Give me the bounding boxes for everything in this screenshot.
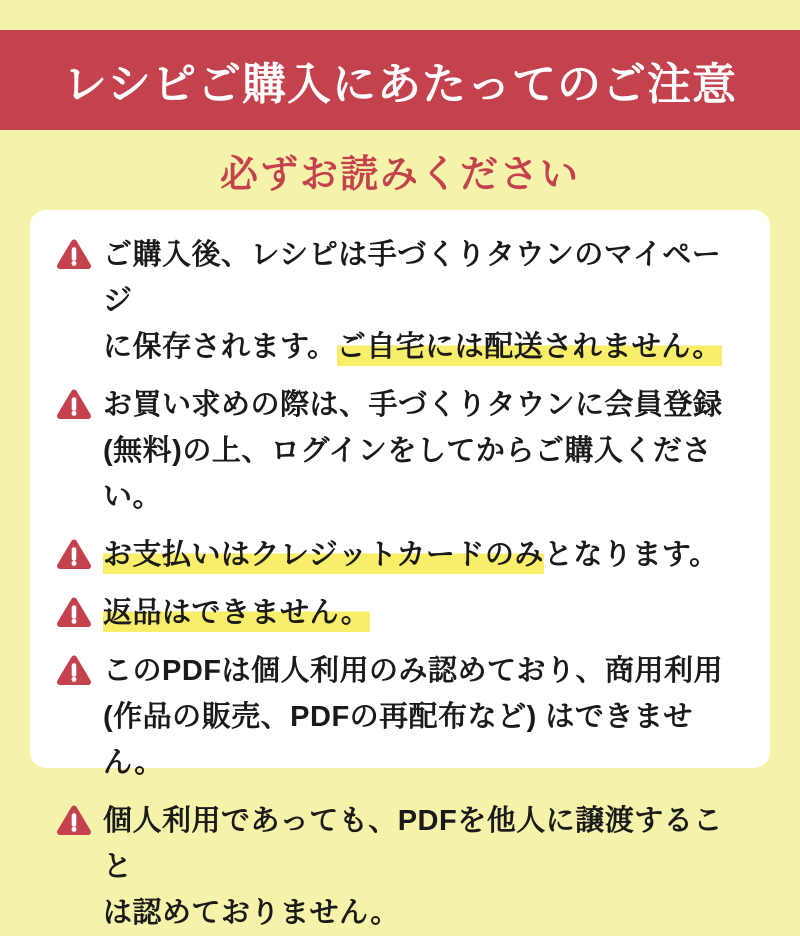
notice-text: 個人利用であっても、PDFを他人に譲渡すること [103,805,723,883]
notice-text: ご購入後、レシピは手づくりタウンのマイページ [103,239,722,317]
notice-text: (無料)の上、ログインをしてからご購入ください。 [103,435,712,513]
banner-title: レシピご購入にあたってのご注意 [63,60,737,109]
notice-line [103,648,748,694]
notice-line [103,798,748,890]
notice-line [103,428,748,520]
warning-triangle-icon [56,654,92,687]
highlighted-text: 返品はできません。 [103,597,370,632]
warning-triangle-icon [56,388,92,421]
notice-item [56,532,748,578]
notice-item-text [103,532,719,578]
highlighted-text: お支払いはクレジットカードのみ [103,539,544,574]
notice-card [30,210,770,929]
notice-item-text [103,648,748,786]
notice-line [103,532,719,578]
notice-line [103,590,370,636]
notice-text: に保存されます。 [103,331,337,363]
notice-poster [0,30,800,929]
notice-item [56,382,748,520]
banner [0,30,800,130]
warning-triangle-icon [56,238,92,271]
notice-text: このPDFは個人利用のみ認めており、商用利用 [103,655,724,687]
notice-item-text [103,590,370,636]
notice-item-text [103,798,748,936]
notice-line [103,324,748,370]
notice-line [103,694,748,786]
notice-item [56,798,748,936]
highlighted-text: ご自宅には配送されません。 [337,331,722,366]
warning-triangle-icon [56,804,92,837]
notice-text: お買い求めの際は、手づくりタウンに会員登録 [103,389,723,421]
notice-item [56,232,748,370]
notice-item [56,590,748,636]
warning-triangle-icon [56,596,92,629]
notice-text: (作品の販売、PDFの再配布など) はできません。 [103,701,693,779]
notice-item [56,648,748,786]
notice-list [56,232,748,936]
notice-item-text [103,382,748,520]
notice-text: は認めておりません。 [103,897,400,929]
notice-line [103,890,748,936]
notice-line [103,382,748,428]
notice-item-text [103,232,748,370]
subtitle: 必ずお読みください [219,153,580,196]
warning-triangle-icon [56,538,92,571]
notice-text: となります。 [543,539,719,571]
notice-line [103,232,748,324]
